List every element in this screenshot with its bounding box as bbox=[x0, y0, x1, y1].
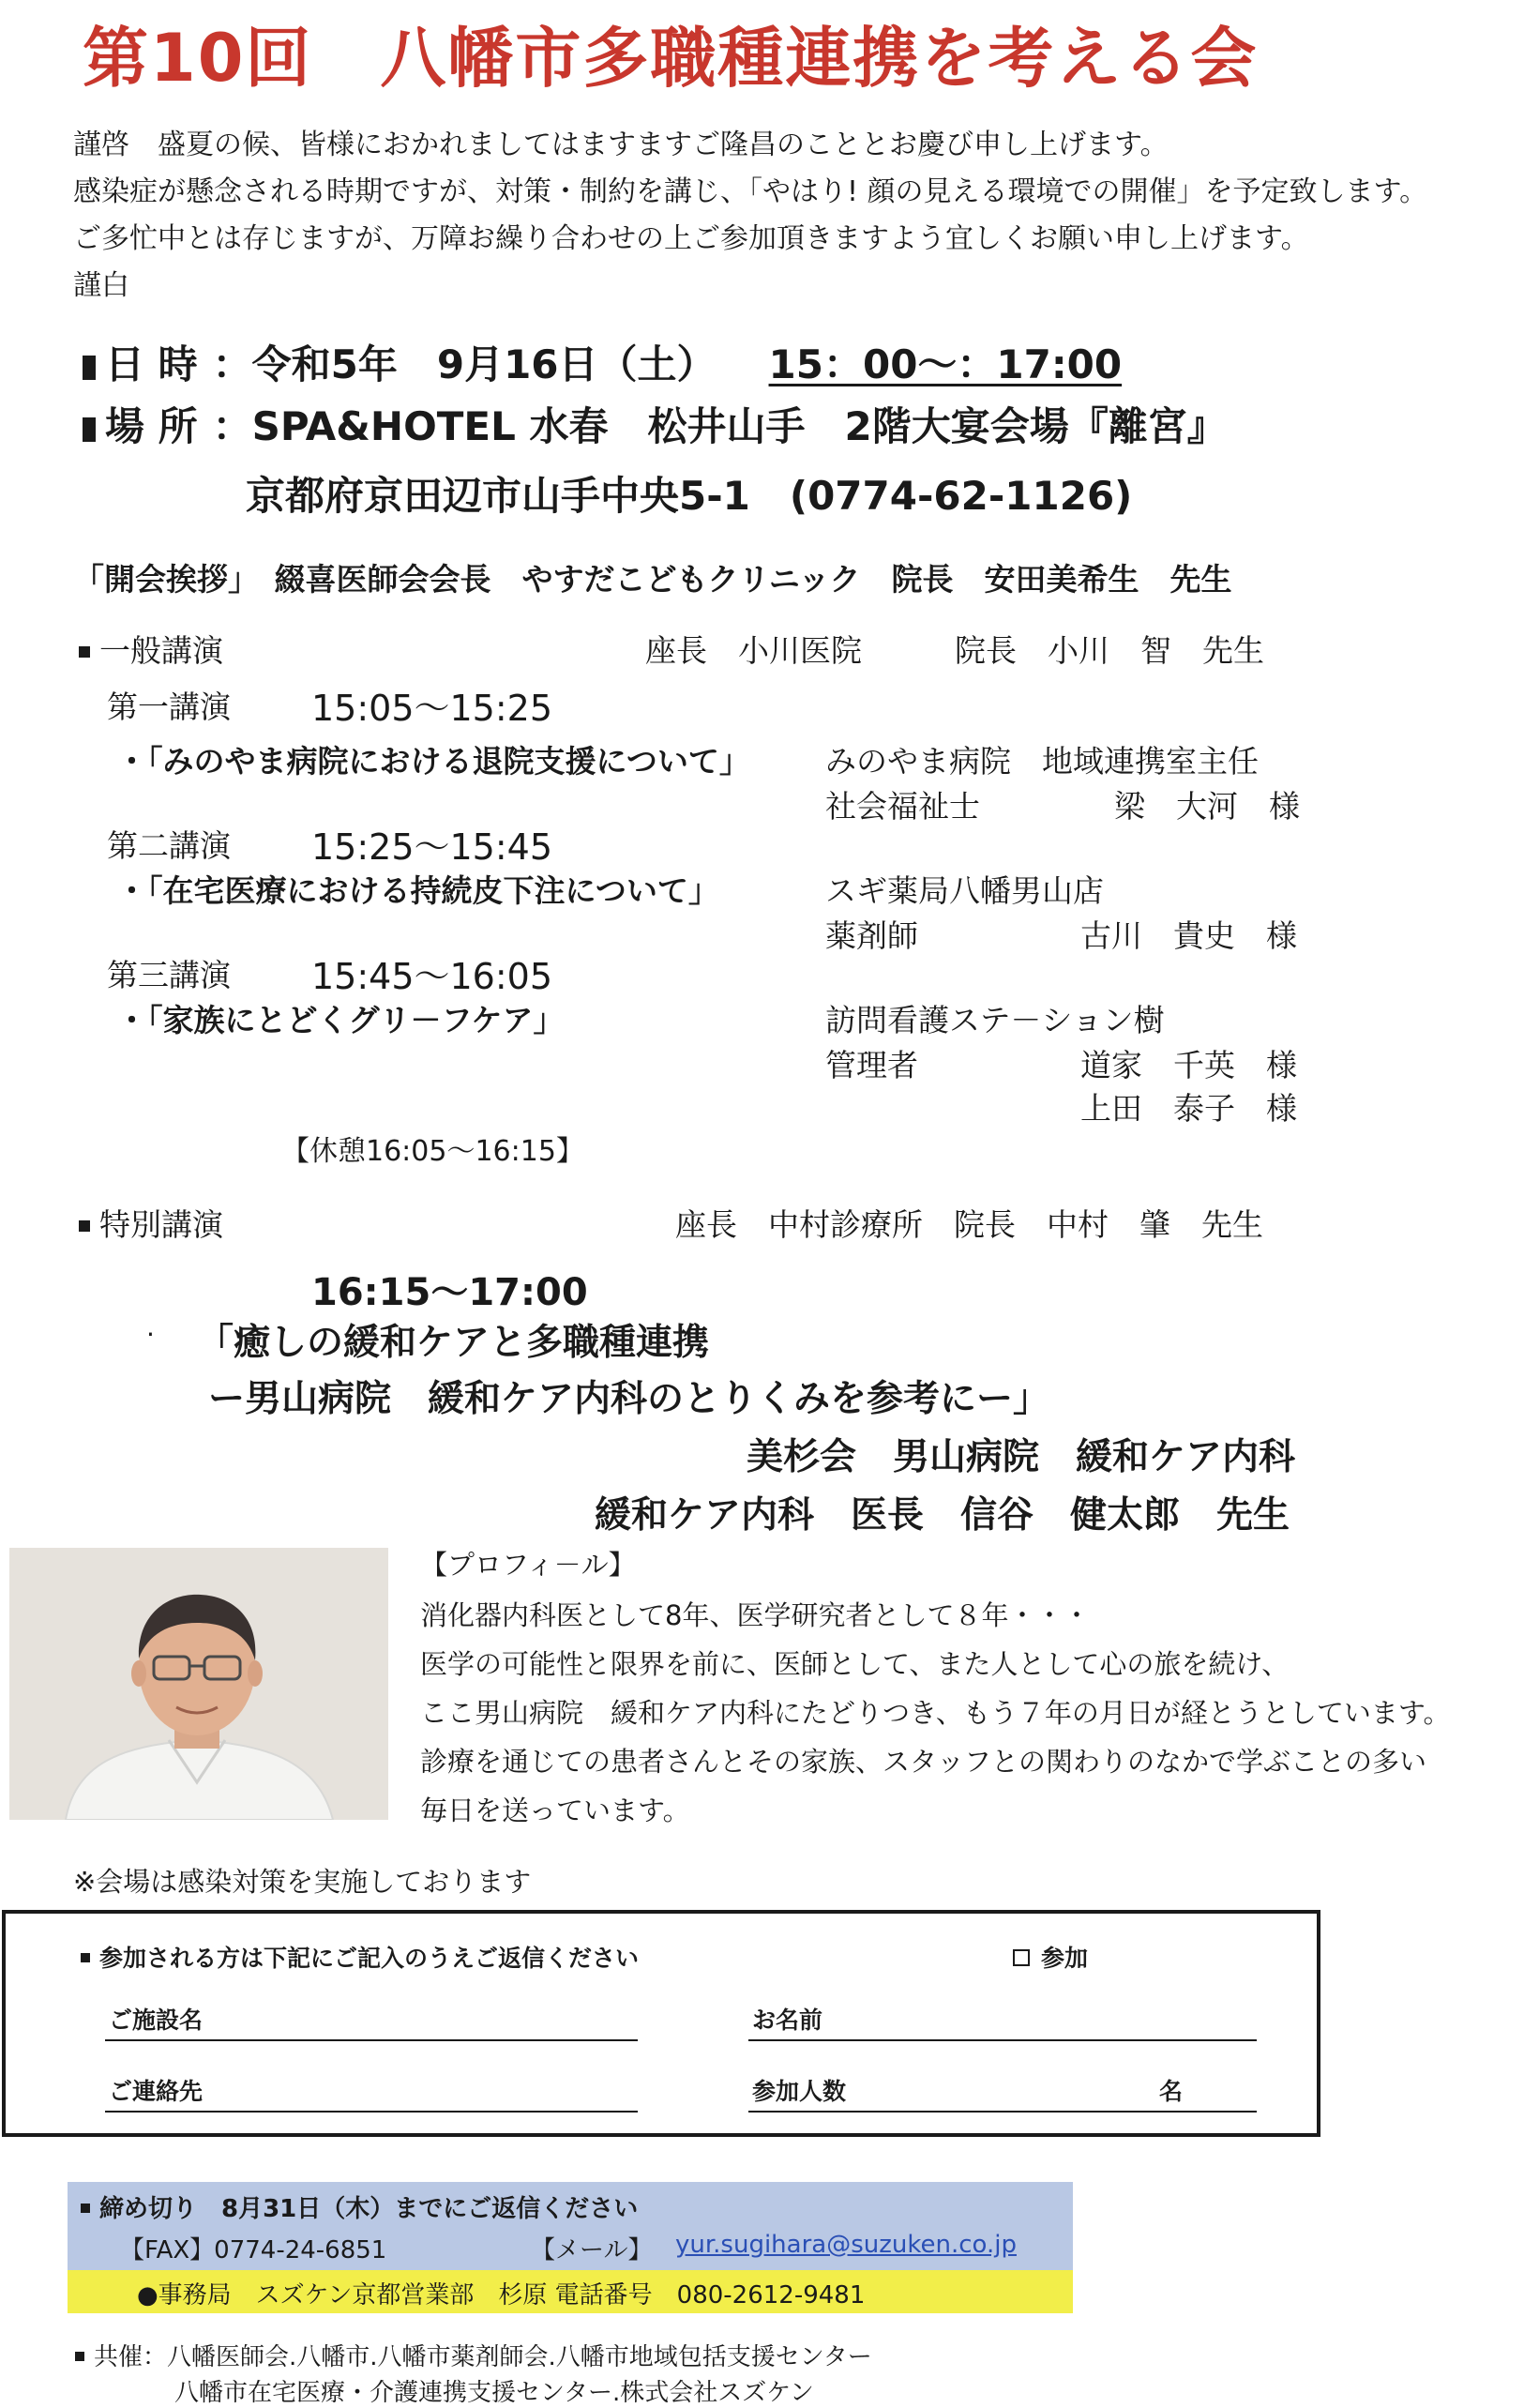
greeting-closing: 謹白 bbox=[73, 269, 129, 302]
count-field[interactable] bbox=[748, 2111, 1257, 2113]
special-time: 16:15～17:00 bbox=[311, 1271, 588, 1314]
profile-line: ここ男山病院 緩和ケア内科にたどりつき、もう７年の月日が経とうとしています。 bbox=[420, 1697, 1451, 1729]
count-unit: 名 bbox=[1159, 2078, 1184, 2105]
venue-label: 場 所 bbox=[105, 403, 198, 449]
general-chair: 座長 小川医院 院長 小川 智 先生 bbox=[645, 632, 1264, 669]
lecture-time: 15:25～15:45 bbox=[311, 826, 553, 868]
lecture-role: 管理者 bbox=[825, 1047, 918, 1083]
lecture-role: 社会福祉士 bbox=[825, 788, 980, 825]
lecture-affiliation: みのやま病院 地域連携室主任 bbox=[825, 743, 1259, 780]
name-field[interactable] bbox=[748, 2039, 1257, 2041]
special-title-dot: · bbox=[146, 1319, 155, 1350]
profile-text bbox=[420, 1591, 1451, 1835]
datetime-time: 15：00～：17:00 bbox=[768, 341, 1123, 387]
lecture-speaker-2: 上田 泰子 様 bbox=[1080, 1090, 1297, 1127]
venue-name: ：SPA&HOTEL 水春 松井山手 2階大宴会場『離宮』 bbox=[212, 403, 1227, 449]
reply-form bbox=[2, 1910, 1320, 2137]
profile-line: 毎日を送っています。 bbox=[420, 1795, 690, 1826]
square-bullet-icon bbox=[83, 356, 96, 380]
square-bullet-icon bbox=[79, 1220, 90, 1232]
profile-line: 診療を通じての患者さんとその家族、スタッフとの関わりのなかで学ぶことの多い bbox=[420, 1746, 1427, 1778]
mail-label: 【メール】 bbox=[531, 2236, 653, 2264]
special-title-line-2: ー男山病院 緩和ケア内科のとりくみを参考にー」 bbox=[208, 1378, 1050, 1420]
lecture-number: 第三講演 bbox=[107, 957, 231, 993]
lecture-number: 第一講演 bbox=[107, 689, 231, 725]
special-title-line-1: 「癒しの緩和ケアと多職種連携 bbox=[197, 1322, 710, 1364]
name-label: お名前 bbox=[752, 2007, 823, 2034]
contact-label: ご連絡先 bbox=[109, 2078, 204, 2105]
speaker-portrait-image bbox=[9, 1548, 388, 1820]
deadline-panel bbox=[68, 2182, 1073, 2270]
page-title: 第10回 八幡市多職種連携を考える会 bbox=[83, 20, 1259, 97]
lecture-time: 15:05～15:25 bbox=[311, 688, 553, 729]
greeting-line: 謹啓 盛夏の候、皆様におかれましてはますますご隆昌のこととお慶び申し上げます。 bbox=[73, 129, 1169, 161]
contact-field[interactable] bbox=[105, 2111, 638, 2113]
lecture-speaker: 梁 大河 様 bbox=[1114, 788, 1300, 825]
form-instruction: 参加される方は下記にご記入のうえご返信ください bbox=[81, 1940, 639, 1974]
facility-field[interactable] bbox=[105, 2039, 638, 2041]
square-bullet-icon bbox=[81, 2204, 90, 2213]
lecture-title: ・「家族にとどくグリ－フケア」 bbox=[116, 1002, 565, 1038]
sponsor-line-1: 共催：八幡医師会.八幡市.八幡市薬剤師会.八幡市地域包括支援センター bbox=[75, 2338, 872, 2372]
profile-line: 医学の可能性と限界を前に、医師として、また人として心の旅を続け、 bbox=[420, 1648, 1290, 1680]
mail-link[interactable]: yur.sugihara@suzuken.co.jp bbox=[675, 2231, 1017, 2259]
special-chair: 座長 中村診療所 院長 中村 肇 先生 bbox=[675, 1206, 1263, 1243]
lecture-title: ・「みのやま病院における退院支援について」 bbox=[116, 743, 750, 780]
checkbox-icon[interactable] bbox=[1013, 1949, 1030, 1966]
sponsor-line-2: 八幡市在宅医療・介護連携支援センター.株式会社スズケン bbox=[174, 2379, 814, 2407]
profile-line: 消化器内科医として8年、医学研究者として８年・・・ bbox=[420, 1599, 1091, 1631]
deadline-text: 締め切り 8月31日（木）までにご返信ください bbox=[81, 2189, 638, 2224]
count-label: 参加人数 bbox=[752, 2078, 847, 2105]
greeting-line: ご多忙中とは存じますが、万障お繰り合わせの上ご参加頂きますよう宜しくお願い申し上げます。 bbox=[73, 222, 1309, 255]
square-bullet-icon bbox=[75, 2352, 84, 2361]
lecture-role: 薬剤師 bbox=[825, 917, 918, 954]
venue-address: 京都府京田辺市山手中央5-1 (0774-62-1126) bbox=[246, 473, 1133, 519]
lecture-affiliation: 訪問看護ステ－ション樹 bbox=[825, 1002, 1165, 1038]
square-bullet-icon bbox=[83, 417, 96, 442]
lecture-time: 15:45～16:05 bbox=[311, 956, 553, 997]
lecture-speaker: 道家 千英 様 bbox=[1080, 1047, 1297, 1083]
fax-number: 【FAX】0774-24-6851 bbox=[120, 2236, 387, 2264]
special-affiliation: 美杉会 男山病院 緩和ケア内科 bbox=[747, 1436, 1296, 1478]
infection-control-note: ※会場は感染対策を実施しております bbox=[73, 1866, 532, 1898]
datetime-label: 日 時 bbox=[105, 341, 198, 387]
lecture-speaker: 古川 貴史 様 bbox=[1080, 917, 1297, 954]
greeting-block bbox=[73, 122, 1427, 310]
lecture-number: 第二講演 bbox=[107, 827, 231, 864]
break-notice: 【休憩16:05～16:15】 bbox=[281, 1135, 584, 1168]
lecture-affiliation: スギ薬局八幡男山店 bbox=[825, 872, 1104, 909]
square-bullet-icon bbox=[81, 1953, 90, 1962]
square-bullet-icon bbox=[79, 646, 90, 658]
office-panel bbox=[68, 2270, 1073, 2313]
datetime-row bbox=[83, 334, 1122, 390]
datetime-date: ：令和5年 9月16日（土） bbox=[212, 341, 717, 387]
general-lectures-header: 一般講演 bbox=[79, 627, 223, 671]
office-contact: ●事務局 スズケン京都営業部 杉原 電話番号 080-2612-9481 bbox=[137, 2281, 866, 2310]
lecture-title: ・「在宅医療における持続皮下注について」 bbox=[116, 872, 719, 909]
greeting-line: 感染症が懸念される時期ですが、対策・制約を講じ、「やはり! 顔の見える環境での開催」を予定致します。 bbox=[73, 175, 1428, 208]
venue-row bbox=[83, 396, 1227, 452]
special-lecture-header: 特別講演 bbox=[79, 1201, 223, 1245]
attend-checkbox[interactable]: 参加 bbox=[1013, 1940, 1088, 1974]
special-speaker: 緩和ケア内科 医長 信谷 健太郎 先生 bbox=[595, 1494, 1290, 1537]
facility-label: ご施設名 bbox=[109, 2007, 204, 2034]
opening-remarks: 「開会挨拶」 綴喜医師会会長 やすだこどもクリニック 院長 安田美希生 先生 bbox=[73, 561, 1232, 598]
speaker-photo bbox=[9, 1548, 388, 1820]
profile-header: 【プロフィ－ル】 bbox=[420, 1549, 636, 1581]
